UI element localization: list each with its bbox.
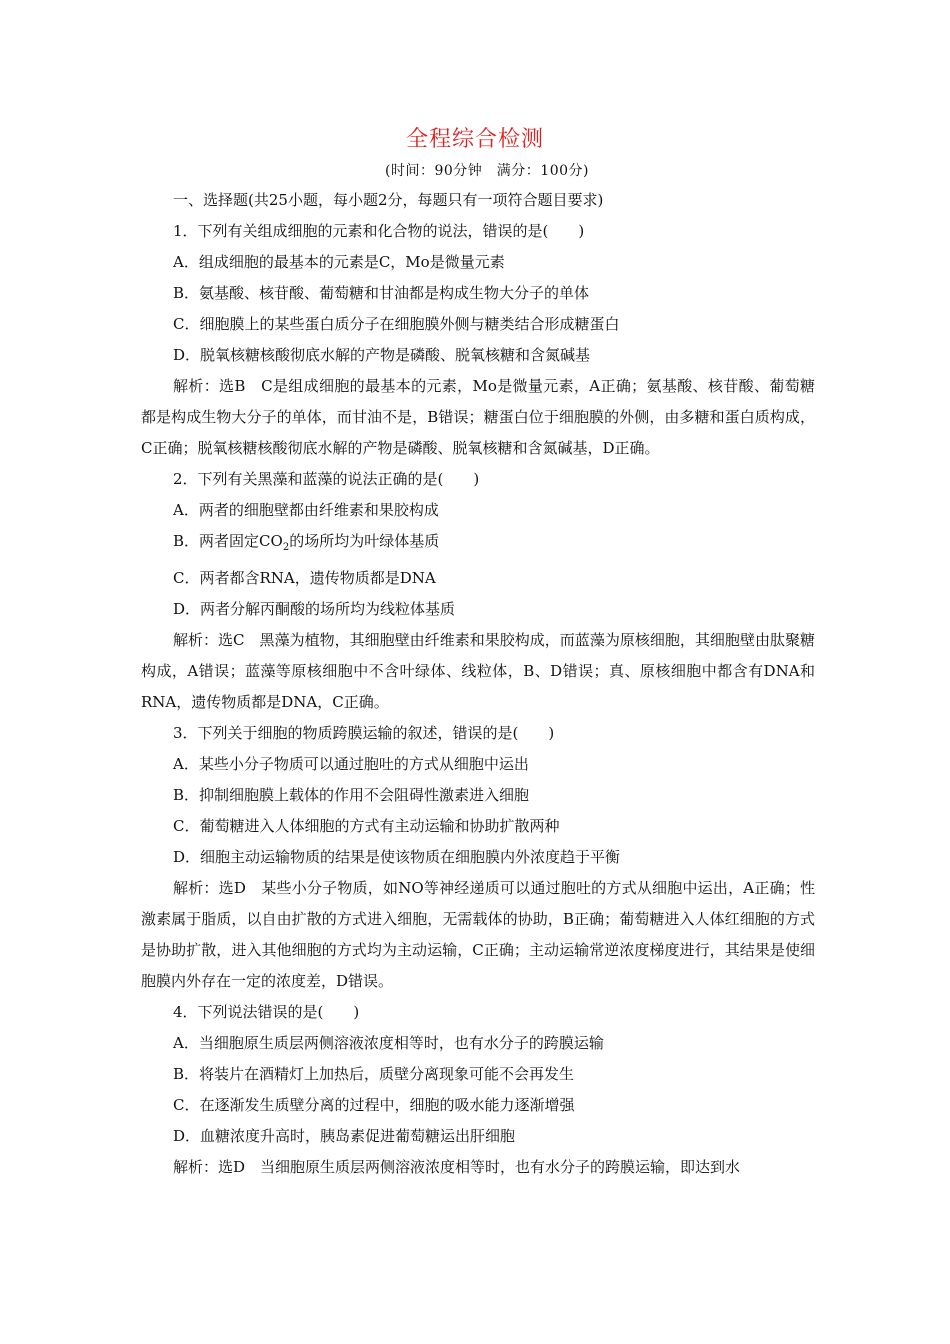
document-body [141, 185, 815, 1183]
question-1-option-b: B．氨基酸、核苷酸、葡萄糖和甘油都是构成生物大分子的单体 [173, 284, 590, 302]
page-title: 全程综合检测 [405, 127, 544, 152]
question-3-analysis: 解析：选D 某些小分子物质，如NO等神经递质可以通过胞吐的方式从细胞中运出，A正确；性激素属于脂质，以自由扩散的方式进入细胞，无需载体的协助，B正确；葡萄糖进入人体红细胞的方式是协助扩散，进入其他细胞的方式均为主动运输，C正确；主动运输常逆浓度梯度进行，其结果是使细胞膜内外存在一定的浓度差，D错误。 [141, 879, 815, 990]
question-2-analysis: 解析：选C 黑藻为植物，其细胞壁由纤维素和果胶构成，而蓝藻为原核细胞，其细胞壁由肽聚糖构成，A错误；蓝藻等原核细胞中不含叶绿体、线粒体，B、D错误；真、原核细胞中都含有DNA和RNA，遗传物质都是DNA，C正确。 [141, 631, 815, 711]
question-1-analysis: 解析：选B C是组成细胞的最基本的元素，Mo是微量元素，A正确；氨基酸、核苷酸、葡萄糖都是构成生物大分子的单体，而甘油不是，B错误；糖蛋白位于细胞膜的外侧，由多糖和蛋白质构成，C正确；脱氧核糖核酸彻底水解的产物是磷酸、脱氧核糖和含氮碱基，D正确。 [141, 377, 815, 457]
question-4-stem: 4．下列说法错误的是( ) [173, 1003, 360, 1021]
question-2-option-d: D．两者分解丙酮酸的场所均为线粒体基质 [173, 600, 456, 618]
question-3-option-b: B．抑制细胞膜上载体的作用不会阻碍性激素进入细胞 [173, 786, 530, 804]
question-1-option-a: A．组成细胞的最基本的元素是C，Mo是微量元素 [173, 253, 505, 271]
question-3-option-a: A．某些小分子物质可以通过胞吐的方式从细胞中运出 [173, 755, 529, 773]
exam-time-score: (时间：90分钟 满分：100分) [385, 163, 589, 179]
question-2-option-a: A．两者的细胞壁都由纤维素和果胶构成 [173, 501, 439, 519]
question-4-option-a: A．当细胞原生质层两侧溶液浓度相等时，也有水分子的跨膜运输 [173, 1034, 604, 1052]
question-3-stem: 3．下列关于细胞的物质跨膜运输的叙述，错误的是( ) [173, 724, 555, 742]
question-3-option-c: C．葡萄糖进入人体细胞的方式有主动运输和协助扩散两种 [173, 817, 560, 835]
question-4-option-c: C．在逐渐发生质壁分离的过程中，细胞的吸水能力逐渐增强 [173, 1096, 575, 1114]
section-heading: 一、选择题(共25小题，每小题2分，每题只有一项符合题目要求) [173, 191, 604, 209]
question-3-option-d: D．细胞主动运输物质的结果是使该物质在细胞膜内外浓度趋于平衡 [173, 848, 621, 866]
question-4-option-b: B．将装片在酒精灯上加热后，质壁分离现象可能不会再发生 [173, 1065, 575, 1083]
question-2-stem: 2．下列有关黑藻和蓝藻的说法正确的是( ) [173, 470, 480, 488]
question-1-option-c: C．细胞膜上的某些蛋白质分子在细胞膜外侧与糖类结合形成糖蛋白 [173, 315, 620, 333]
co2-subscript: 2 [282, 542, 290, 553]
question-2-option-b [141, 526, 815, 563]
question-2-option-c: C．两者都含RNA，遗传物质都是DNA [173, 569, 436, 587]
question-4-option-d: D．血糖浓度升高时，胰岛素促进葡萄糖运出肝细胞 [173, 1127, 516, 1145]
option-b-prefix: B．两者固定CO [173, 532, 283, 550]
question-4-analysis: 解析：选D 当细胞原生质层两侧溶液浓度相等时，也有水分子的跨膜运输，即达到水 [173, 1158, 741, 1176]
option-b-suffix: 的场所均为叶绿体基质 [289, 532, 440, 550]
question-1-stem: 1．下列有关组成细胞的元素和化合物的说法，错误的是( ) [173, 222, 585, 240]
question-1-option-d: D．脱氧核糖核酸彻底水解的产物是磷酸、脱氧核糖和含氮碱基 [173, 346, 591, 364]
